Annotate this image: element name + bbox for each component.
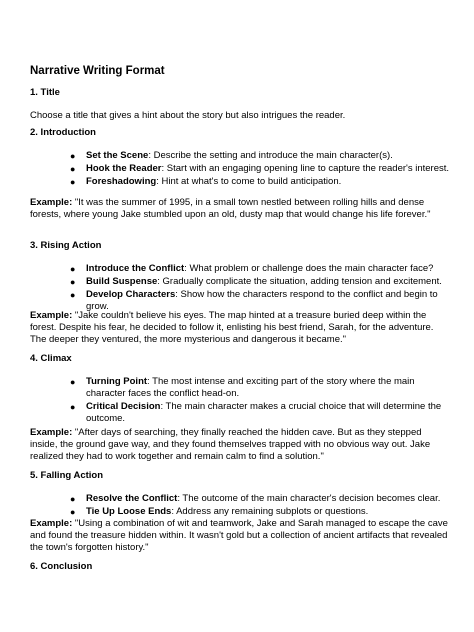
bullet-list: [30, 150, 450, 188]
section-heading: 1. Title: [30, 87, 60, 98]
example-label: Example:: [30, 310, 73, 321]
section-climax: [30, 353, 450, 426]
section-heading: 4. Climax: [30, 353, 72, 364]
section-falling-action: [30, 470, 450, 519]
list-item: [30, 401, 450, 425]
list-item: [30, 376, 450, 400]
section-introduction: [30, 127, 450, 189]
section-conclusion: [30, 561, 450, 584]
section-heading: 6. Conclusion: [30, 561, 93, 572]
example-text: "Jake couldn't believe his eyes. The map hinted at a treasure buried deep within the forest. Despite his fear, he decided to follow it, enlisting his best friend, Sarah, for the adventure. The deeper they ventured, the more mysterious and dangerous it became.": [30, 310, 434, 345]
bullet-icon: ●: [70, 177, 76, 187]
bullet-description: : Start with an engaging opening line to capture the reader's interest.: [161, 163, 450, 174]
bullet-icon: ●: [70, 290, 76, 300]
bullet-term: Develop Characters: [86, 289, 176, 300]
bullet-icon: ●: [70, 507, 76, 517]
bullet-term: Tie Up Loose Ends: [86, 506, 172, 517]
bullet-icon: ●: [70, 277, 76, 287]
bullet-list: [30, 493, 450, 518]
example-paragraph: [30, 427, 450, 463]
bullet-description: : Describe the setting and introduce the main character(s).: [148, 150, 393, 161]
bullet-term: Introduce the Conflict: [86, 263, 185, 274]
bullet-description: : Address any remaining subplots or questions.: [171, 506, 369, 517]
example-label: Example:: [30, 197, 73, 208]
document-title: Narrative Writing Format: [30, 65, 165, 77]
bullet-description: : The main character makes a crucial choice that will determine the outcome.: [86, 401, 442, 424]
list-item: [30, 163, 450, 175]
bullet-icon: ●: [70, 151, 76, 161]
bullet-icon: ●: [70, 264, 76, 274]
bullet-list: [30, 263, 450, 313]
example-paragraph: [30, 518, 450, 554]
bullet-description: : The outcome of the main character's decision becomes clear.: [177, 493, 441, 504]
example-label: Example:: [30, 518, 73, 529]
bullet-description: : Hint at what's to come to build anticipation.: [156, 176, 342, 187]
example-paragraph: [30, 310, 450, 346]
bullet-description: : The most intense and exciting part of the story where the main character faces the conflict head-on.: [86, 376, 415, 399]
bullet-term: Resolve the Conflict: [86, 493, 178, 504]
list-item: [30, 176, 450, 188]
example-text: "After days of searching, they finally reached the hidden cave. But as they stepped inside, the ground gave way, and they found themselves trapped with no obvious way out. Jake realized they had to work together and remain calm to find a solution.": [30, 427, 431, 462]
list-item: [30, 263, 450, 275]
list-item: [30, 276, 450, 288]
example-text: "It was the summer of 1995, in a small town nestled between rolling hills and dense forests, where young Jake stumbled upon an old, dusty map that would change his life forever.": [30, 197, 431, 220]
section-rising-action: [30, 240, 450, 314]
bullet-term: Foreshadowing: [86, 176, 157, 187]
bullet-term: Critical Decision: [86, 401, 161, 412]
bullet-description: : Show how the characters respond to the conflict and begin to grow.: [86, 289, 438, 312]
section-heading: 2. Introduction: [30, 127, 96, 138]
bullet-icon: ●: [70, 494, 76, 504]
bullet-list: [30, 376, 450, 425]
bullet-term: Build Suspense: [86, 276, 158, 287]
section-heading: 3. Rising Action: [30, 240, 102, 251]
bullet-description: : What problem or challenge does the main character face?: [184, 263, 434, 274]
list-item: [30, 150, 450, 162]
bullet-term: Turning Point: [86, 376, 148, 387]
list-item: [30, 493, 450, 505]
bullet-icon: ●: [70, 377, 76, 387]
section-text: Choose a title that gives a hint about the story but also intrigues the reader.: [30, 110, 346, 121]
section-title: [30, 87, 450, 122]
example-paragraph: [30, 197, 450, 221]
example-label: Example:: [30, 427, 73, 438]
list-item: [30, 506, 450, 518]
section-heading: 5. Falling Action: [30, 470, 104, 481]
example-text: "Using a combination of wit and teamwork, Jake and Sarah managed to escape the cave and found the treasure hidden within. It wasn't gold but a collection of ancient artifacts that revealed the town's forgotten history.": [30, 518, 448, 553]
bullet-icon: ●: [70, 164, 76, 174]
bullet-term: Set the Scene: [86, 150, 149, 161]
bullet-description: : Gradually complicate the situation, adding tension and excitement.: [157, 276, 442, 287]
bullet-term: Hook the Reader: [86, 163, 162, 174]
bullet-icon: ●: [70, 402, 76, 412]
